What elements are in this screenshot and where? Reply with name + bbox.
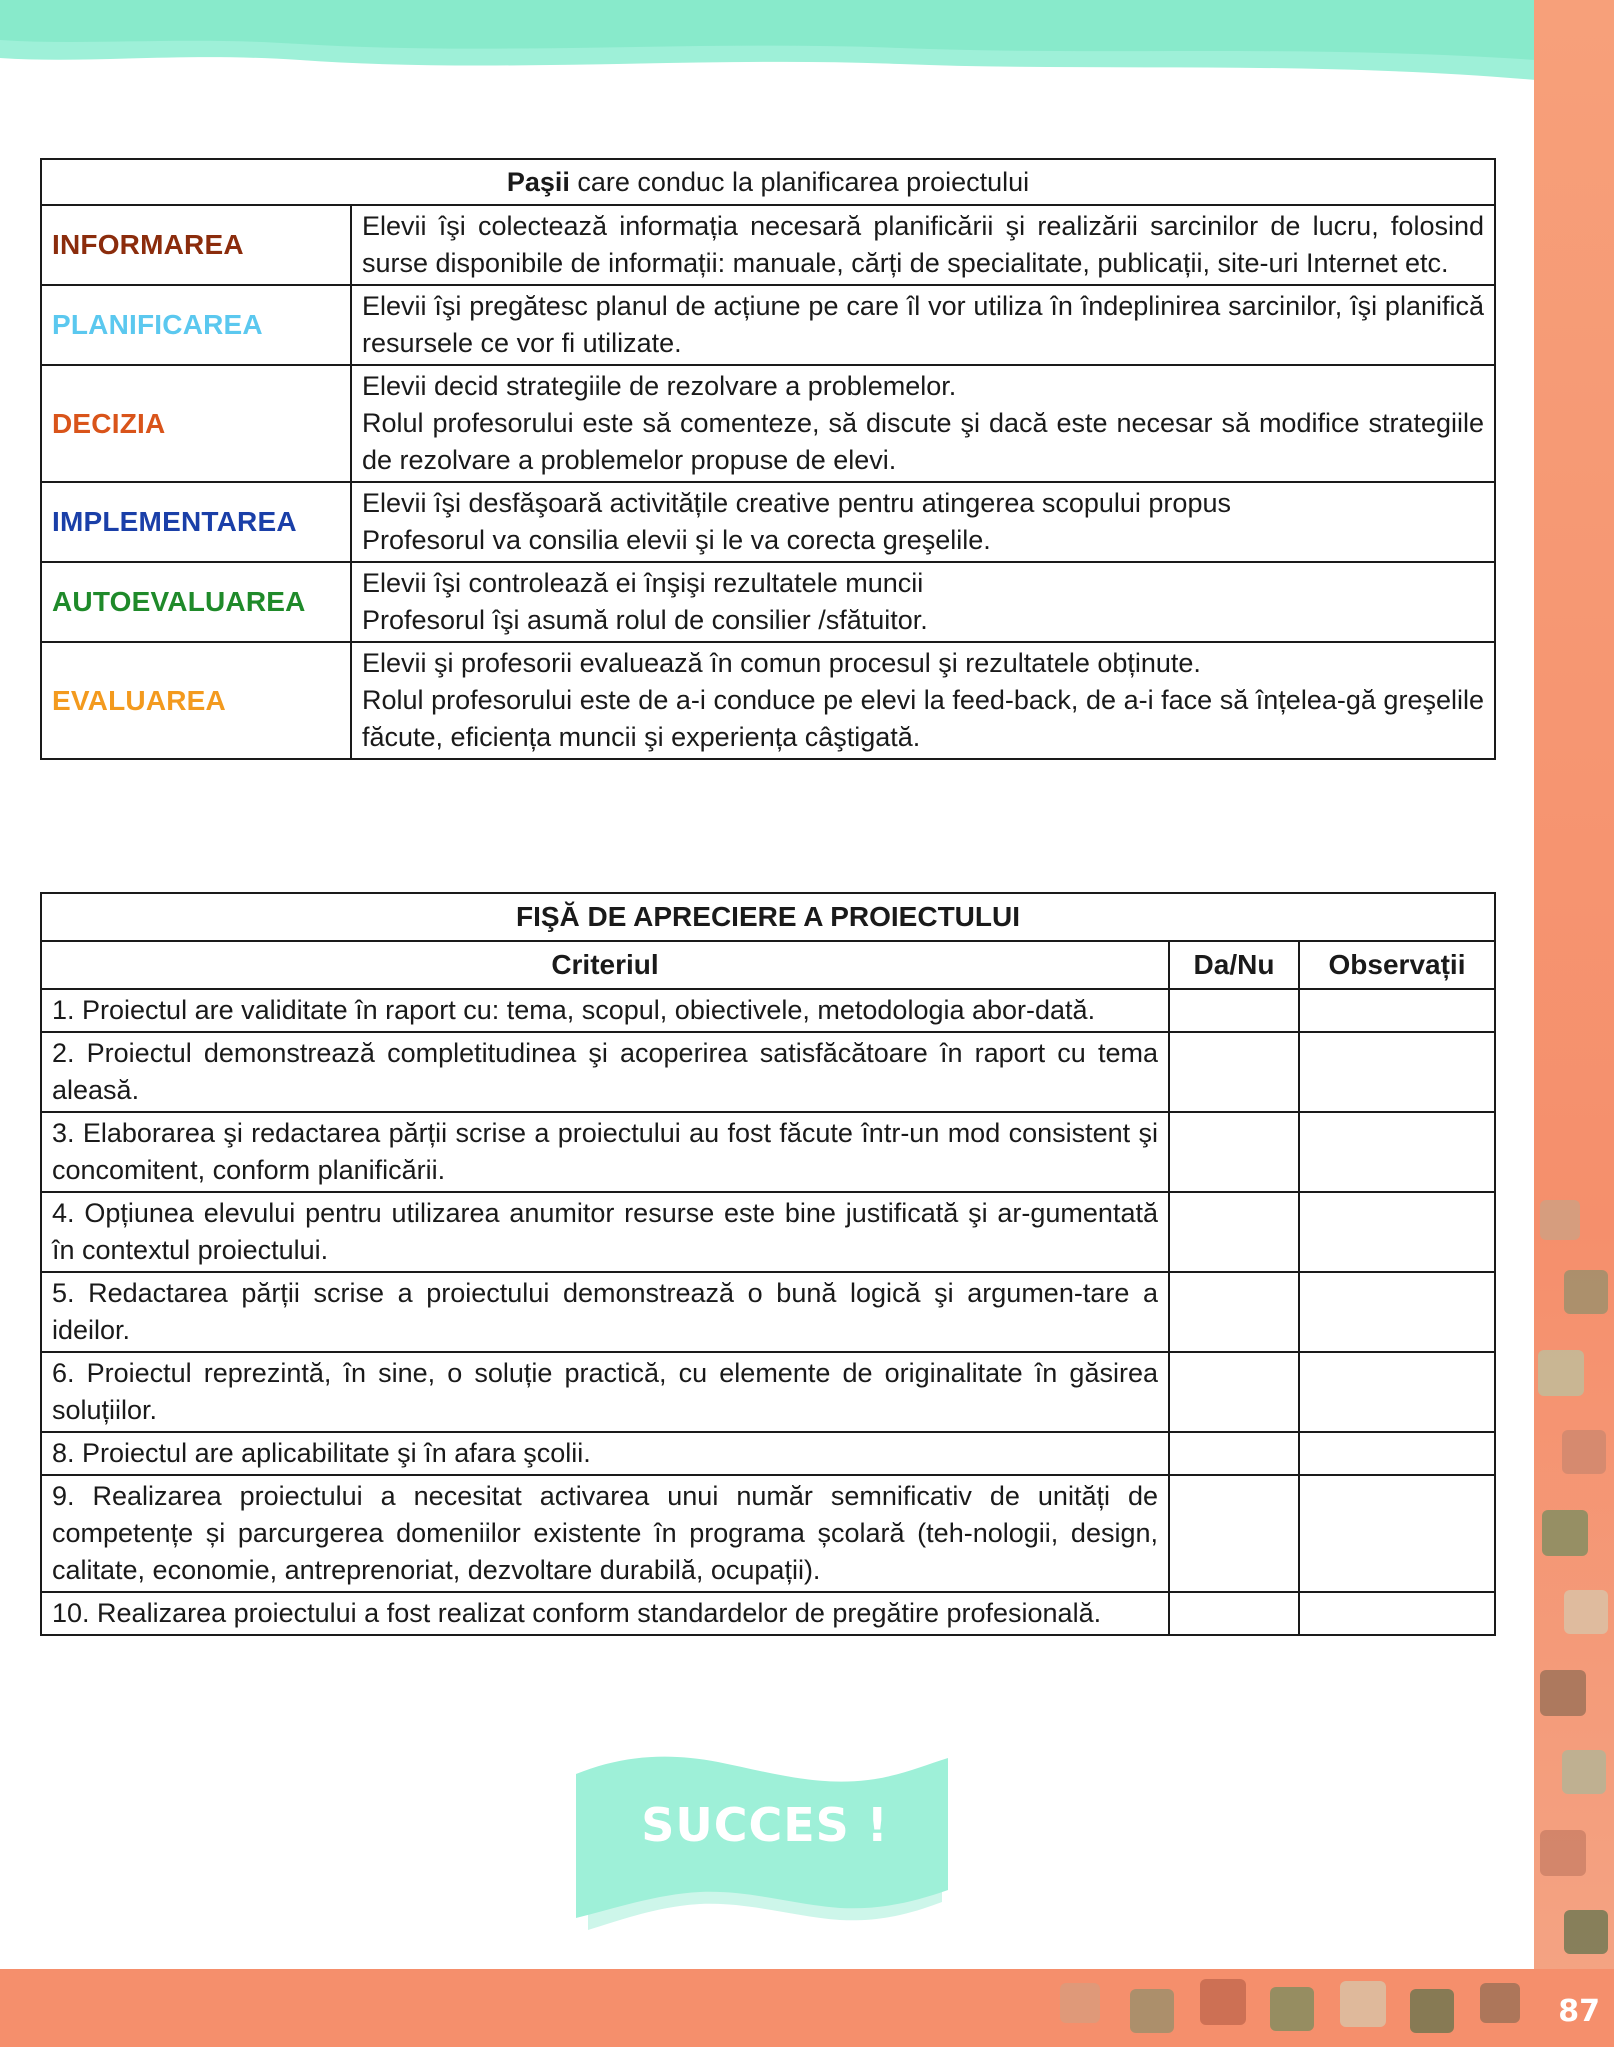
da-nu-cell[interactable] (1169, 1592, 1299, 1635)
criterion-text: 5. Redactarea părții scrise a proiectului demonstrează o bună logică şi argumen-tare a ideilor. (41, 1272, 1169, 1352)
criterion-text: 4. Opțiunea elevului pentru utilizarea anumitor resurse este bine justificată şi ar-gumentată în contextul proiectului. (41, 1192, 1169, 1272)
step-description: Elevii decid strategiile de rezolvare a problemelor. Rolul profesorului este să comenteze, să discute şi dacă este necesar să modifice strategiile de rezolvare a problemelor propuse de elevi. (351, 365, 1495, 482)
criterion-row (41, 1352, 1495, 1432)
step-name: DECIZIA (41, 365, 351, 482)
observatii-cell[interactable] (1299, 1192, 1495, 1272)
criterion-row (41, 1592, 1495, 1635)
eval-table-title: FIŞĂ DE APRECIERE A PROIECTULUI (41, 893, 1495, 941)
criterion-row (41, 1032, 1495, 1112)
observatii-cell[interactable] (1299, 989, 1495, 1032)
step-row (41, 365, 1495, 482)
step-description: Elevii îşi controlează ei înşişi rezultatele muncii Profesorul îşi asumă rolul de consilier /sfătuitor. (351, 562, 1495, 642)
caption-bold: Paşii (506, 166, 570, 197)
criterion-row (41, 1272, 1495, 1352)
da-nu-cell[interactable] (1169, 1032, 1299, 1112)
step-row (41, 482, 1495, 562)
step-description: Elevii îşi colectează informația necesară planificării şi realizării sarcinilor de lucru, folosind surse disponibile de informații: manuale, cărți de specialitate, publicații, site-uri Internet etc. (351, 205, 1495, 285)
criterion-text: 3. Elaborarea şi redactarea părții scrise a proiectului au fost făcute într-un mod consistent şi concomitent, conform planificării. (41, 1112, 1169, 1192)
page-number: 87 (1558, 1994, 1600, 2029)
observatii-cell[interactable] (1299, 1272, 1495, 1352)
observatii-cell[interactable] (1299, 1032, 1495, 1112)
observatii-cell[interactable] (1299, 1475, 1495, 1592)
step-row (41, 285, 1495, 365)
da-nu-cell[interactable] (1169, 1112, 1299, 1192)
step-name: PLANIFICAREA (41, 285, 351, 365)
planning-steps-table (40, 158, 1496, 760)
criterion-text: 10. Realizarea proiectului a fost realizat conform standardelor de pregătire profesională. (41, 1592, 1169, 1635)
criterion-row (41, 1432, 1495, 1475)
step-description: Elevii îşi pregătesc planul de acțiune pe care îl vor utiliza în îndeplinirea sarcinilor, îşi planifică resursele ce vor fi utilizate. (351, 285, 1495, 365)
observatii-cell[interactable] (1299, 1592, 1495, 1635)
step-name: EVALUAREA (41, 642, 351, 759)
criterion-text: 2. Proiectul demonstrează completitudinea şi acoperirea satisfăcătoare în raport cu tema aleasă. (41, 1032, 1169, 1112)
column-header-criteriu: Criteriul (41, 941, 1169, 989)
column-header-da-nu: Da/Nu (1169, 941, 1299, 989)
observatii-cell[interactable] (1299, 1432, 1495, 1475)
observatii-cell[interactable] (1299, 1352, 1495, 1432)
criterion-row (41, 989, 1495, 1032)
da-nu-cell[interactable] (1169, 1475, 1299, 1592)
step-description: Elevii îşi desfăşoară activitățile creative pentru atingerea scopului propus Profesorul va consilia elevii şi le va corecta greşelile. (351, 482, 1495, 562)
criterion-text: 6. Proiectul reprezintă, în sine, o soluție practică, cu elemente de originalitate în găsirea soluțiilor. (41, 1352, 1169, 1432)
observatii-cell[interactable] (1299, 1112, 1495, 1192)
step-row (41, 562, 1495, 642)
column-header-observatii: Observații (1299, 941, 1495, 989)
da-nu-cell[interactable] (1169, 989, 1299, 1032)
step-name: IMPLEMENTAREA (41, 482, 351, 562)
da-nu-cell[interactable] (1169, 1352, 1299, 1432)
step-row (41, 205, 1495, 285)
bottom-puzzle-decor (1000, 1969, 1540, 2047)
puzzle-photos-decor (1534, 1180, 1614, 1980)
criterion-row (41, 1475, 1495, 1592)
step-row (41, 642, 1495, 759)
step-name: AUTOEVALUAREA (41, 562, 351, 642)
step-name: INFORMAREA (41, 205, 351, 285)
criterion-row (41, 1112, 1495, 1192)
criterion-text: 9. Realizarea proiectului a necesitat activarea unui număr semnificativ de unități de competențe și parcurgerea domeniilor existente în programa școlară (teh-nologii, design, calitate, economie, antreprenoriat, dezvoltare durabilă, ocupații). (41, 1475, 1169, 1592)
succes-banner (570, 1752, 960, 1942)
project-evaluation-table (40, 892, 1496, 1636)
criterion-text: 8. Proiectul are aplicabilitate şi în afara şcolii. (41, 1432, 1169, 1475)
criterion-text: 1. Proiectul are validitate în raport cu: tema, scopul, obiectivele, metodologia abor-dată. (41, 989, 1169, 1032)
criterion-row (41, 1192, 1495, 1272)
step-description: Elevii şi profesorii evaluează în comun procesul şi rezultatele obținute. Rolul profesorului este de a-i conduce pe elevi la feed-back, de a-i face să înțelea-gă greşelile făcute, eficiența muncii şi experiența câştigată. (351, 642, 1495, 759)
top-wave-banner (0, 0, 1536, 90)
da-nu-cell[interactable] (1169, 1192, 1299, 1272)
da-nu-cell[interactable] (1169, 1272, 1299, 1352)
caption-rest: care conduc la planificarea proiectului (569, 166, 1030, 197)
da-nu-cell[interactable] (1169, 1432, 1299, 1475)
steps-table-caption (41, 159, 1495, 205)
succes-text: SUCCES ! (641, 1798, 889, 1852)
